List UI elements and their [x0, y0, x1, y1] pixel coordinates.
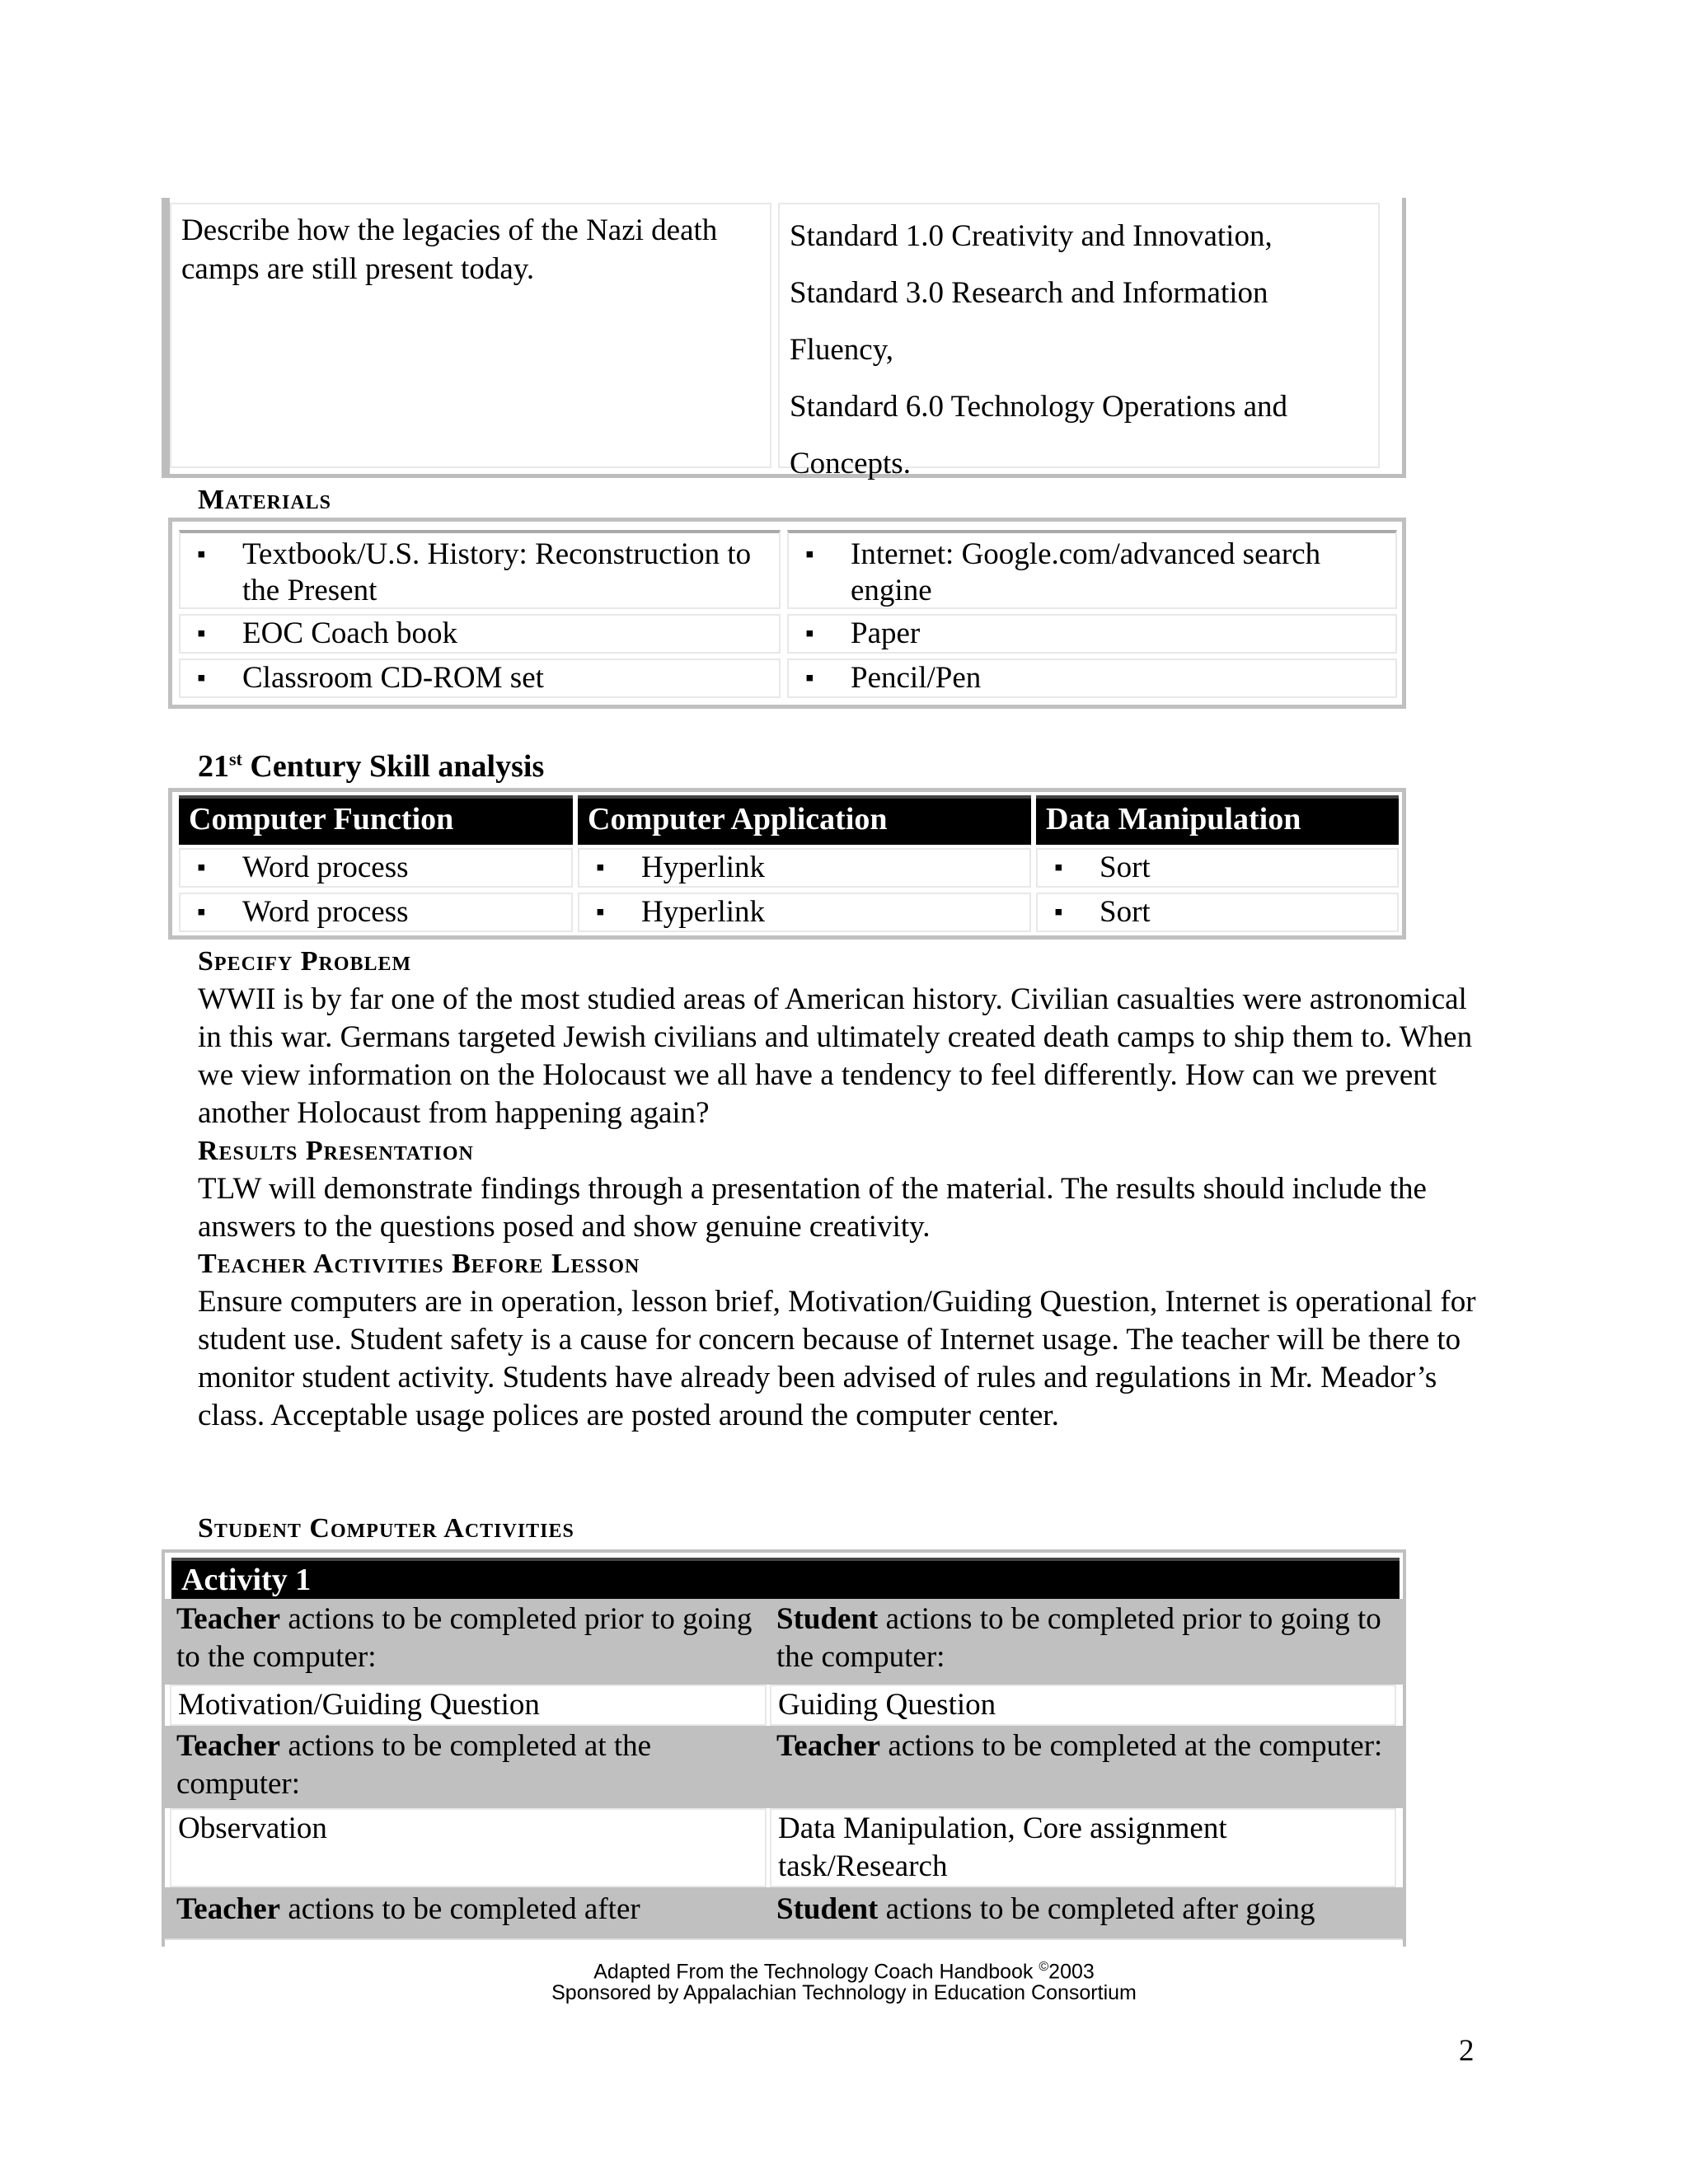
- results-presentation-heading: Results Presentation: [198, 1136, 474, 1166]
- materials-cell: [179, 614, 781, 654]
- page-number: 2: [1459, 2034, 1475, 2068]
- skills-col-header: Data Manipulation: [1036, 795, 1399, 845]
- role-bold: Student: [776, 1892, 879, 1926]
- standard-item: Standard 6.0 Technology Operations and Concepts.: [790, 390, 1288, 480]
- activity-cell-text: Data Manipulation, Core assignment task/Research: [778, 1811, 1227, 1883]
- teacher-before-heading: Teacher Activities Before Lesson: [198, 1249, 640, 1279]
- materials-cell: [179, 530, 781, 609]
- materials-item: ▪ Paper: [851, 616, 1395, 652]
- skills-item: ▪ Word process: [242, 850, 571, 886]
- role-bold: Teacher: [176, 1892, 281, 1926]
- copyright-symbol: ©: [1039, 1960, 1049, 1974]
- footer-adapted-text: Adapted From the Technology Coach Handbook: [593, 1960, 1039, 1984]
- skills-table: [168, 788, 1406, 940]
- objectives-table: [162, 198, 1406, 478]
- skills-item: ▪ Hyperlink: [641, 894, 1029, 930]
- role-rest: actions to be completed after: [280, 1892, 640, 1926]
- role-rest: actions to be completed prior to going to the computer:: [776, 1602, 1381, 1674]
- results-presentation-text: TLW will demonstrate findings through a presentation of the material. The results should include the answers to the questions posed and show genuine creativity.: [198, 1172, 1427, 1244]
- materials-item: ▪ Classroom CD-ROM set: [242, 660, 779, 696]
- skills-item: ▪ Sort: [1100, 894, 1397, 930]
- skills-item: ▪ Sort: [1100, 850, 1397, 886]
- skills-col-header: Computer Application: [578, 795, 1031, 845]
- skills-cell: [1036, 848, 1399, 888]
- skills-heading-prefix: 21: [198, 749, 229, 784]
- materials-cell: [787, 658, 1397, 698]
- role-bold: Teacher: [776, 1729, 881, 1763]
- materials-item: ▪ EOC Coach book: [242, 616, 779, 652]
- materials-cell: [787, 614, 1397, 654]
- activity-row-right: [776, 1727, 1386, 1765]
- skills-cell: [578, 848, 1031, 888]
- activity-row-left: [176, 1727, 753, 1803]
- activity-row-shaded: [165, 1726, 1403, 1808]
- activity-row-right: [776, 1891, 1403, 1929]
- activity-row-shaded: [165, 1599, 1403, 1685]
- activity-table-bottom-edge: [165, 1938, 1403, 1945]
- activity-cell-text: Motivation/Guiding Question: [178, 1688, 540, 1722]
- role-rest: actions to be completed after going: [878, 1892, 1315, 1926]
- skills-cell: [179, 893, 573, 932]
- materials-table: [168, 518, 1406, 709]
- role-bold: Student: [776, 1602, 879, 1636]
- materials-cell: [787, 530, 1397, 609]
- specify-problem-heading: Specify Problem: [198, 946, 412, 977]
- skills-cell: [578, 893, 1031, 932]
- skills-heading-suffix: Century Skill analysis: [241, 749, 545, 784]
- activity-cell: [770, 1808, 1396, 1887]
- materials-item: ▪ Textbook/U.S. History: Reconstruction to the Present: [242, 537, 779, 609]
- specify-problem-text: WWII is by far one of the most studied areas of American history. Civilian casualties were astronomical in this war. Germans targeted Jewish civilians and ultimately created death camps to ship them to. When we view information on the Holocaust we all have a tendency to feel differently. How can we prevent another Holocaust from happening again?: [198, 982, 1473, 1130]
- standards-list: [780, 204, 1378, 495]
- skills-heading-sup: st: [229, 748, 242, 770]
- materials-cell: [179, 658, 781, 698]
- activity-row-left: [176, 1891, 753, 1929]
- student-activities-heading: Student Computer Activities: [198, 1513, 574, 1544]
- standard-item: Standard 3.0 Research and Information Fluency,: [790, 276, 1268, 367]
- standards-cell: [778, 203, 1380, 480]
- activity-row-left: [176, 1601, 753, 1676]
- skills-item: ▪ Hyperlink: [641, 850, 1029, 886]
- skills-cell: [1036, 893, 1399, 932]
- objective-text: Describe how the legacies of the Nazi death camps are still present today.: [181, 213, 718, 286]
- role-bold: Teacher: [176, 1602, 281, 1636]
- footer-year: 2003: [1048, 1960, 1095, 1984]
- standard-item: Standard 1.0 Creativity and Innovation,: [790, 219, 1273, 253]
- role-rest: actions to be completed prior to going to the computer:: [176, 1602, 753, 1674]
- role-rest: actions to be completed at the computer:: [880, 1729, 1383, 1763]
- activity-table: [162, 1549, 1406, 1947]
- objective-cell: [170, 203, 771, 468]
- skills-heading: [198, 748, 544, 785]
- materials-item: ▪ Pencil/Pen: [851, 660, 1395, 696]
- role-bold: Teacher: [176, 1729, 281, 1763]
- materials-item: ▪ Internet: Google.com/advanced search engine: [851, 537, 1395, 609]
- activity-title: Activity 1: [171, 1558, 1400, 1599]
- activity-cell: [170, 1685, 767, 1726]
- activity-cell-text: Observation: [178, 1811, 327, 1845]
- teacher-before-text: Ensure computers are in operation, lesson brief, Motivation/Guiding Question, Internet is operational for student use. Student safety is a cause for concern because of Internet usage. The teacher will be there to monitor student activity. Students have already been advised of rules and regulations in Mr. Meador’s class. Acceptable usage polices are posted around the computer center.: [198, 1285, 1476, 1432]
- footer-line-2: Sponsored by Appalachian Technology in Education Consortium: [551, 1981, 1137, 2004]
- activity-cell-text: Guiding Question: [778, 1688, 996, 1722]
- skills-col-header: Computer Function: [179, 795, 573, 845]
- activity-cell: [770, 1685, 1396, 1726]
- activity-row-right: [776, 1601, 1386, 1676]
- materials-heading: Materials: [198, 485, 332, 515]
- skills-item: ▪ Word process: [242, 894, 571, 930]
- activity-row-shaded: [165, 1887, 1403, 1938]
- role-rest: actions to be completed at the computer:: [176, 1729, 652, 1801]
- activity-cell: [170, 1808, 767, 1887]
- skills-cell: [179, 848, 573, 888]
